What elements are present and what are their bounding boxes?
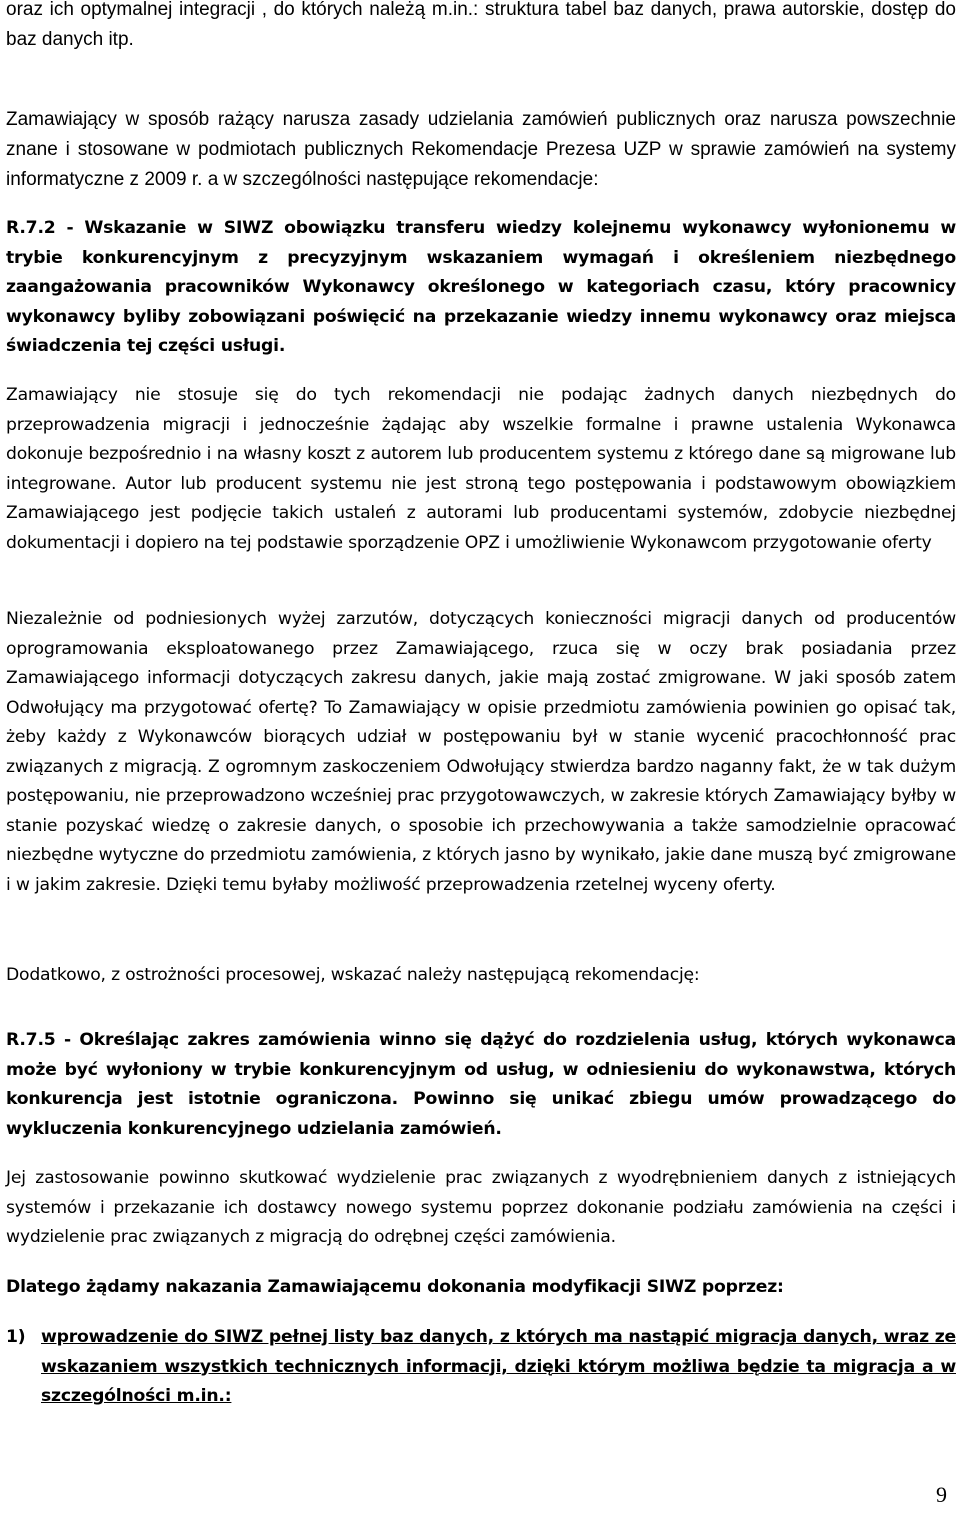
page-number: 9 (936, 1482, 947, 1507)
recommendation-r72: R.7.2 - Wskazanie w SIWZ obowiązku transferu wiedzy kolejnemu wykonawcy wyłonionemu w trybie konkurencyjnym z precyzyjnym wskazaniem wymagań i określeniem niezbędnego zaangażowania pracowników Wykonawcy określonego w kategoriach czasu, który pracownicy wykonawcy byliby zobowiązani poświęcić na przekazanie wiedzy innemu wykonawcy oraz miejsca świadczenia tej części usługi. (6, 218, 956, 356)
paragraph-dlatego-zadamy: Dlatego żądamy nakazania Zamawiającemu dokonania modyfikacji SIWZ poprzez: (6, 1277, 784, 1297)
paragraph-continuation: oraz ich optymalnej integracji , do których należą m.in.: struktura tabel baz danych, prawa autorskie, dostęp do baz danych itp. (6, 0, 956, 51)
paragraph-niezaleznie: Niezależnie od podniesionych wyżej zarzutów, dotyczących konieczności migracji danych od producentów oprogramowania eksploatowanego przez Zamawiającego, rzuca się w oczy brak posiadania przez Zamawiającego informacji dotyczących zakresu danych, jakie mają zostać zmigrowane. W jaki sposób zatem Odwołujący ma przygotować ofertę? To Zamawiający w opisie przedmiotu zamówienia powinien go opisać tak, żeby każdy z Wykonawców biorących udział w postępowaniu był w stanie wycenić pracochłonność prac związanych z migracją. Z ogromnym zaskoczeniem Odwołujący stwierdza bardzo naganny fakt, że w tak dużym postępowaniu, nie przeprowadzono wcześniej prac przygotowawczych, w zakresie których Zamawiający byłby w stanie pozyskać wiedzę o zakresie danych, o sposobie ich przechowywania a także samodzielnie opracować niezbędne wytyczne do przedmiotu zamówienia, z których jasno by wynikało, jakie dane muszą być zmigrowane i w jakim zakresie. Dzięki temu byłaby możliwość przeprowadzenia rzetelnej wyceny oferty. (6, 609, 956, 895)
recommendation-r75: R.7.5 - Określając zakres zamówienia winno się dążyć do rozdzielenia usług, których wykonawca może być wyłoniony w trybie konkurencyjnym od usług, w odniesieniu do wykonawstwa, których konkurencja jest istotnie ograniczona. Powinno się unikać zbiegu umów prowadzącego do wykluczenia konkurencyjnego udzielania zamówień. (6, 1030, 956, 1139)
paragraph-dodatkowo: Dodatkowo, z ostrożności procesowej, wskazać należy następującą rekomendację: (6, 965, 700, 985)
paragraph-jej-zastosowanie: Jej zastosowanie powinno skutkować wydzielenie prac związanych z wyodrębnieniem danych z istniejących systemów i przekazanie ich dostawcy nowego systemu poprzez dokonanie podziału zamówienia na części i wydzielenie prac związanych z migracją do odrębnej części zamówienia. (6, 1168, 956, 1247)
paragraph-zamawiajacy-narusza: Zamawiający w sposób rażący narusza zasady udzielania zamówień publicznych oraz narusza powszechnie znane i stosowane w podmiotach publicznych Rekomendacje Prezesa UZP w sprawie zamówień na systemy informatyczne z 2009 r. a w szczególności następujące rekomendacje: (6, 109, 956, 191)
list-item-text: wprowadzenie do SIWZ pełnej listy baz danych, z których ma nastąpić migracja danych, wraz ze wskazaniem wszystkich technicznych informacji, dzięki którym możliwa będzie ta migracja a w szczególności m.in.: (41, 1327, 956, 1406)
list-item-number: 1) (6, 1327, 26, 1347)
paragraph-nie-stosuje: Zamawiający nie stosuje się do tych rekomendacji nie podając żadnych danych niezbędnych do przeprowadzenia migracji i jednocześnie żądając aby wszelkie formalne i prawne ustalenia Wykonawca dokonuje bezpośrednio i na własny koszt z autorem lub producentem systemu z którego dane są migrowane lub integrowane. Autor lub producent systemu nie jest stroną tego postępowania i podstawowym obowiązkiem Zamawiającego jest podjęcie takich ustaleń z autorami lub producentami systemów, zdobycie niezbędnej dokumentacji i dopiero na tej podstawie sporządzenie OPZ i umożliwienie Wykonawcom przygotowanie oferty (6, 385, 956, 553)
